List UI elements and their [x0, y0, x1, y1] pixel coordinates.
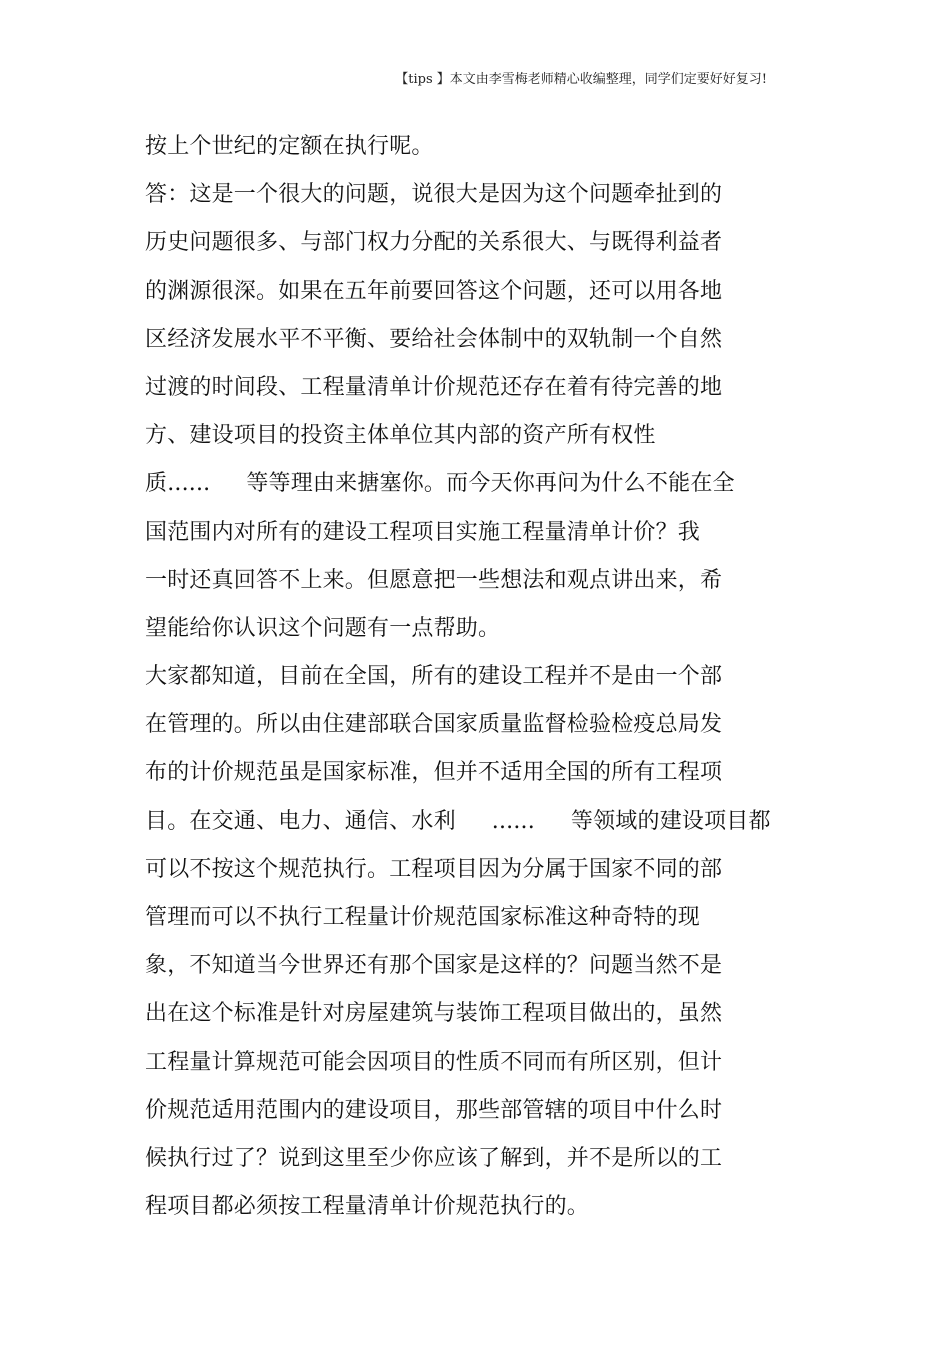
text-line: 答：这是一个很大的问题，说很大是因为这个问题牵扯到的	[145, 182, 723, 208]
text-line: 象，不知道当今世界还有那个国家是这样的？问题当然不是	[145, 953, 723, 979]
text-line: 按上个世纪的定额在执行呢。	[145, 134, 434, 159]
text-line: 在管理的。所以由住建部联合国家质量监督检验检疫总局发	[145, 712, 723, 738]
text-line: 质...... 等等理由来搪塞你。而今天你再问为什么不能在全	[145, 471, 735, 497]
text-line: 管理而可以不执行工程量计价规范国家标准这种奇特的现	[145, 905, 701, 930]
text-line: 工程量计算规范可能会因项目的性质不同而有所区别，但计	[145, 1049, 723, 1075]
text-line: 方、建设项目的投资主体单位其内部的资产所有权性	[145, 423, 656, 449]
text-line: 国范围内对所有的建设工程项目实施工程量清单计价？我	[145, 519, 701, 545]
document-body	[145, 127, 805, 1235]
text-line: 出在这个标准是针对房屋建筑与装饰工程项目做出的，虽然	[145, 1001, 723, 1027]
text-line: 望能给你认识这个问题有一点帮助。	[145, 615, 501, 641]
text-line: 目。在交通、电力、通信、水利 ...... 等领域的建设项目都	[145, 808, 771, 834]
text-line: 可以不按这个规范执行。工程项目因为分属于国家不同的部	[145, 856, 723, 882]
text-line: 历史问题很多、与部门权力分配的关系很大、与既得利益者	[145, 230, 723, 256]
text-line: 一时还真回答不上来。但愿意把一些想法和观点讲出来，希	[145, 567, 723, 593]
text-line: 的渊源很深。如果在五年前要回答这个问题，还可以用各地	[145, 278, 723, 304]
text-line: 候执行过了？说到这里至少你应该了解到，并不是所以的工	[145, 1145, 723, 1171]
text-line: 价规范适用范围内的建设项目，那些部管辖的项目中什么时	[145, 1097, 723, 1123]
page-header-note: 【tips 】本文由李雪梅老师精心收编整理，同学们定要好好复习!	[395, 72, 767, 87]
text-line: 区经济发展水平不平衡、要给社会体制中的双轨制一个自然	[145, 326, 723, 352]
text-line: 布的计价规范虽是国家标准，但并不适用全国的所有工程项	[145, 760, 723, 786]
text-line: 大家都知道，目前在全国，所有的建设工程并不是由一个部	[145, 664, 723, 690]
text-line: 过渡的时间段、工程量清单计价规范还存在着有待完善的地	[145, 374, 723, 400]
text-line: 程项目都必须按工程量清单计价规范执行的。	[145, 1194, 590, 1220]
